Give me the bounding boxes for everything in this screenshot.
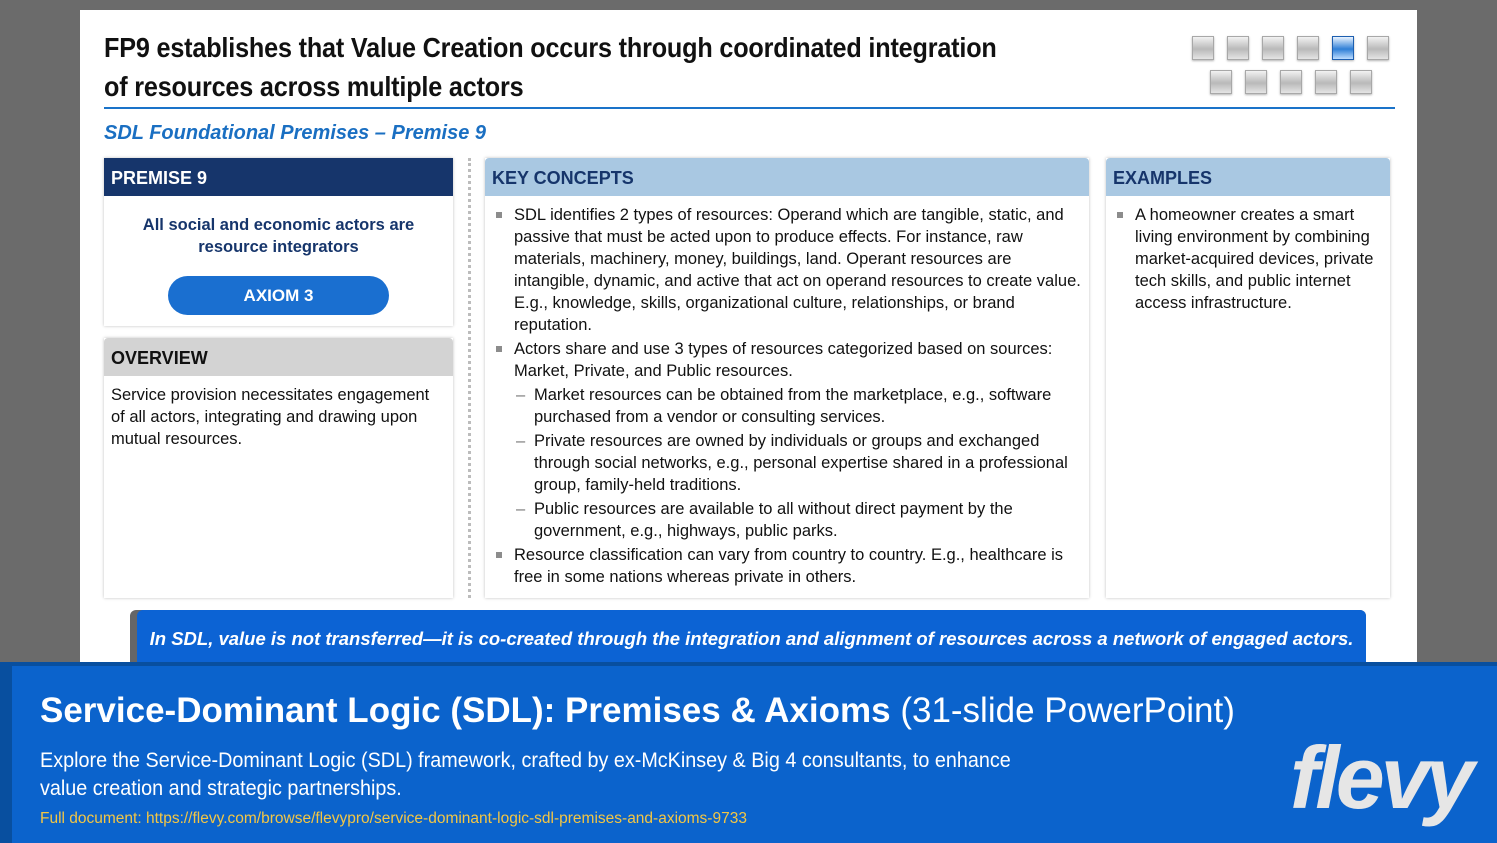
bullet-text: Actors share and use 3 types of resources categorized based on sources: Market, Private, and Public resources. xyxy=(514,340,1053,380)
nav-thumb-1[interactable] xyxy=(1192,36,1214,60)
title-divider xyxy=(104,107,1395,109)
sub-bullet-text: Private resources are owned by individuals or groups and exchanged through social networks, e.g., personal expertise shared in a professional group, family-held traditions. xyxy=(534,432,1068,494)
sub-bullet-text: Market resources can be obtained from the marketplace, e.g., software purchased from a vendor or consulting services. xyxy=(534,386,1052,426)
sub-bullet-text: Public resources are available to all without direct payment by the government, e.g., highways, public parks. xyxy=(534,500,1013,540)
axiom-button[interactable]: AXIOM 3 xyxy=(168,276,389,315)
dash-icon: – xyxy=(516,500,526,518)
slide-navigator xyxy=(1188,36,1393,104)
slide-title: FP9 establishes that Value Creation occurs through coordinated integration of resources across multiple actors xyxy=(104,32,997,102)
bullet-square-icon xyxy=(496,212,502,218)
nav-thumb-8[interactable] xyxy=(1245,70,1267,94)
banner-top-edge xyxy=(0,662,1497,666)
nav-row-2 xyxy=(1188,70,1393,94)
overview-text: Service provision necessitates engagement of all actors, integrating and drawing upon mutual resources. xyxy=(111,386,430,448)
nav-thumb-10[interactable] xyxy=(1315,70,1337,94)
list-item xyxy=(494,204,1081,336)
slide xyxy=(80,10,1417,665)
bullet-text: SDL identifies 2 types of resources: Operand which are tangible, static, and passive that must be acted upon to produce effects. For instance, raw materials, machinery, money, buildings, land. Operant resources are intangible, dynamic, and active that act on operand resources to create value. E.g., knowledge, skills, organizational culture, relationships, or brand reputation. xyxy=(514,206,1081,334)
nav-thumb-9[interactable] xyxy=(1280,70,1302,94)
sub-list xyxy=(514,382,1081,542)
banner-title xyxy=(40,690,1235,732)
examples-panel xyxy=(1106,158,1390,598)
key-concepts-list xyxy=(485,196,1089,588)
dash-icon: – xyxy=(516,386,526,404)
nav-row-1 xyxy=(1188,36,1393,60)
callout-box: In SDL, value is not transferred—it is co-created through the integration and alignment of resources across a network of engaged actors. xyxy=(137,610,1366,665)
banner-title-suffix: (31-slide PowerPoint) xyxy=(890,691,1235,730)
bullet-square-icon xyxy=(496,552,502,558)
bullet-text: A homeowner creates a smart living environment by combining market-acquired devices, private tech skills, and public internet access infrastructure. xyxy=(1135,206,1374,312)
nav-thumb-7[interactable] xyxy=(1210,70,1232,94)
sub-list-item xyxy=(514,430,1081,496)
premise-heading: PREMISE 9 xyxy=(104,158,453,196)
banner-description: Explore the Service-Dominant Logic (SDL) framework, crafted by ex-McKinsey & Big 4 consultants, to enhance value creation and strategic partnerships. xyxy=(40,748,1011,800)
overview-heading: OVERVIEW xyxy=(104,338,453,376)
premise-panel xyxy=(104,158,453,326)
promo-banner xyxy=(0,662,1497,843)
overview-panel xyxy=(104,338,453,598)
sub-list-item xyxy=(514,498,1081,542)
dotted-divider xyxy=(468,158,471,598)
nav-thumb-11[interactable] xyxy=(1350,70,1372,94)
nav-thumb-5-active[interactable] xyxy=(1332,36,1354,60)
list-item xyxy=(494,544,1081,588)
flevy-logo[interactable]: flevy xyxy=(1290,728,1471,827)
premise-statement: All social and economic actors are resource integrators xyxy=(142,216,415,256)
key-concepts-heading: KEY CONCEPTS xyxy=(485,158,1089,196)
banner-document-link[interactable]: Full document: https://flevy.com/browse/flevypro/service-dominant-logic-sdl-premises-and-axioms-9733 xyxy=(40,810,747,827)
key-concepts-panel xyxy=(485,158,1089,598)
list-item xyxy=(494,338,1081,542)
list-item xyxy=(1115,204,1382,314)
examples-list xyxy=(1106,196,1390,314)
nav-thumb-3[interactable] xyxy=(1262,36,1284,60)
banner-title-main: Service-Dominant Logic (SDL): Premises & Axioms xyxy=(40,691,891,730)
examples-heading: EXAMPLES xyxy=(1106,158,1390,196)
bullet-square-icon xyxy=(496,346,502,352)
nav-thumb-6[interactable] xyxy=(1367,36,1389,60)
nav-thumb-2[interactable] xyxy=(1227,36,1249,60)
bullet-text: Resource classification can vary from country to country. E.g., healthcare is free in some nations whereas private in others. xyxy=(514,546,1064,586)
sub-list-item xyxy=(514,384,1081,428)
nav-thumb-4[interactable] xyxy=(1297,36,1319,60)
bullet-square-icon xyxy=(1117,212,1123,218)
banner-left-edge xyxy=(0,662,12,843)
dash-icon: – xyxy=(516,432,526,450)
slide-subtitle: SDL Foundational Premises – Premise 9 xyxy=(104,122,486,144)
